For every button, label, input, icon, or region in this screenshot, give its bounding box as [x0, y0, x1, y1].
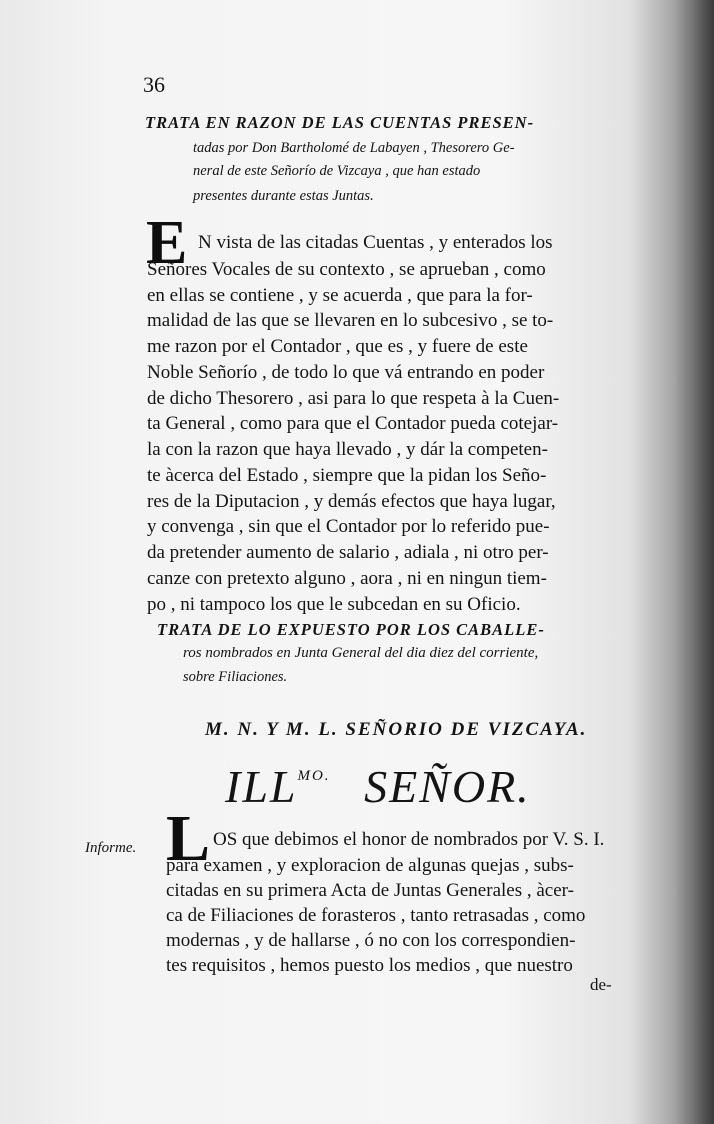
margin-note: Informe. [85, 840, 137, 856]
body-line: canze con pretexto alguno , aora , ni en ningun tiem- [147, 568, 547, 589]
page-number: 36 [143, 72, 165, 97]
address-line: M. N. Y M. L. SEÑORIO DE VIZCAYA. [205, 719, 588, 740]
salutation-main: ILL [225, 761, 298, 812]
section1-heading-line: TRATA EN RAZON DE LAS CUENTAS PRESEN- [145, 113, 535, 132]
body-line: Noble Señorío , de todo lo que vá entrando en poder [147, 362, 545, 383]
drop-cap: E [146, 209, 188, 277]
body-line: po , ni tampoco los que le subcedan en su Oficio. [147, 594, 521, 615]
catchword: de- [590, 975, 612, 994]
body-line: me razon por el Contador , que es , y fuere de este [147, 336, 528, 357]
salutation-tail: SEÑOR. [364, 761, 531, 812]
body-line: ca de Filiaciones de forasteros , tanto retrasadas , como [166, 905, 586, 926]
body-line: para examen , y exploracion de algunas quejas , subs- [166, 855, 574, 876]
body-line: tes requisitos , hemos puesto los medios , que nuestro [166, 955, 573, 976]
section2-heading-line: TRATA DE LO EXPUESTO POR LOS CABALLE- [157, 620, 545, 639]
section1-heading-line: neral de este Señorío de Vizcaya , que han estado [193, 163, 481, 179]
body-line: en ellas se contiene , y se acuerda , que para la for- [147, 285, 533, 306]
body-line: da pretender aumento de salario , adiala , ni otro per- [147, 542, 549, 563]
body-line: ta General , como para que el Contador pueda cotejar- [147, 413, 559, 434]
body-line: N vista de las citadas Cuentas , y enterados los [198, 232, 553, 253]
body-line: modernas , y de hallarse , ó no con los correspondien- [166, 930, 576, 951]
body-line: de dicho Thesorero , asi para lo que respeta à la Cuen- [147, 388, 560, 409]
body-line: y convenga , sin que el Contador por lo referido pue- [147, 516, 550, 537]
section1-heading-line: presentes durante estas Juntas. [193, 188, 374, 204]
body-line: Señores Vocales de su contexto , se aprueban , como [147, 259, 546, 280]
salutation-superscript: MO. [297, 768, 331, 784]
section1-heading-line: tadas por Don Bartholomé de Labayen , Thesorero Ge- [193, 140, 515, 156]
body-line: te àcerca del Estado , siempre que la pidan los Seño- [147, 465, 547, 486]
body-line: OS que debimos el honor de nombrados por V. S. I. [213, 829, 605, 850]
section2-heading-line: sobre Filiaciones. [183, 669, 288, 685]
body-line: malidad de las que se llevaren en lo subcesivo , se to- [147, 310, 554, 331]
drop-cap: L [166, 802, 211, 875]
page-edge-shadow [674, 0, 714, 1124]
section2-heading-line: ros nombrados en Junta General del dia diez del corriente, [183, 645, 539, 661]
body-line: res de la Diputacion , y demás efectos que haya lugar, [147, 491, 556, 512]
salutation-title [225, 760, 531, 813]
body-line: citadas en su primera Acta de Juntas Generales , àcer- [166, 880, 574, 901]
body-line: la con la razon que haya llevado , y dár la competen- [147, 439, 548, 460]
